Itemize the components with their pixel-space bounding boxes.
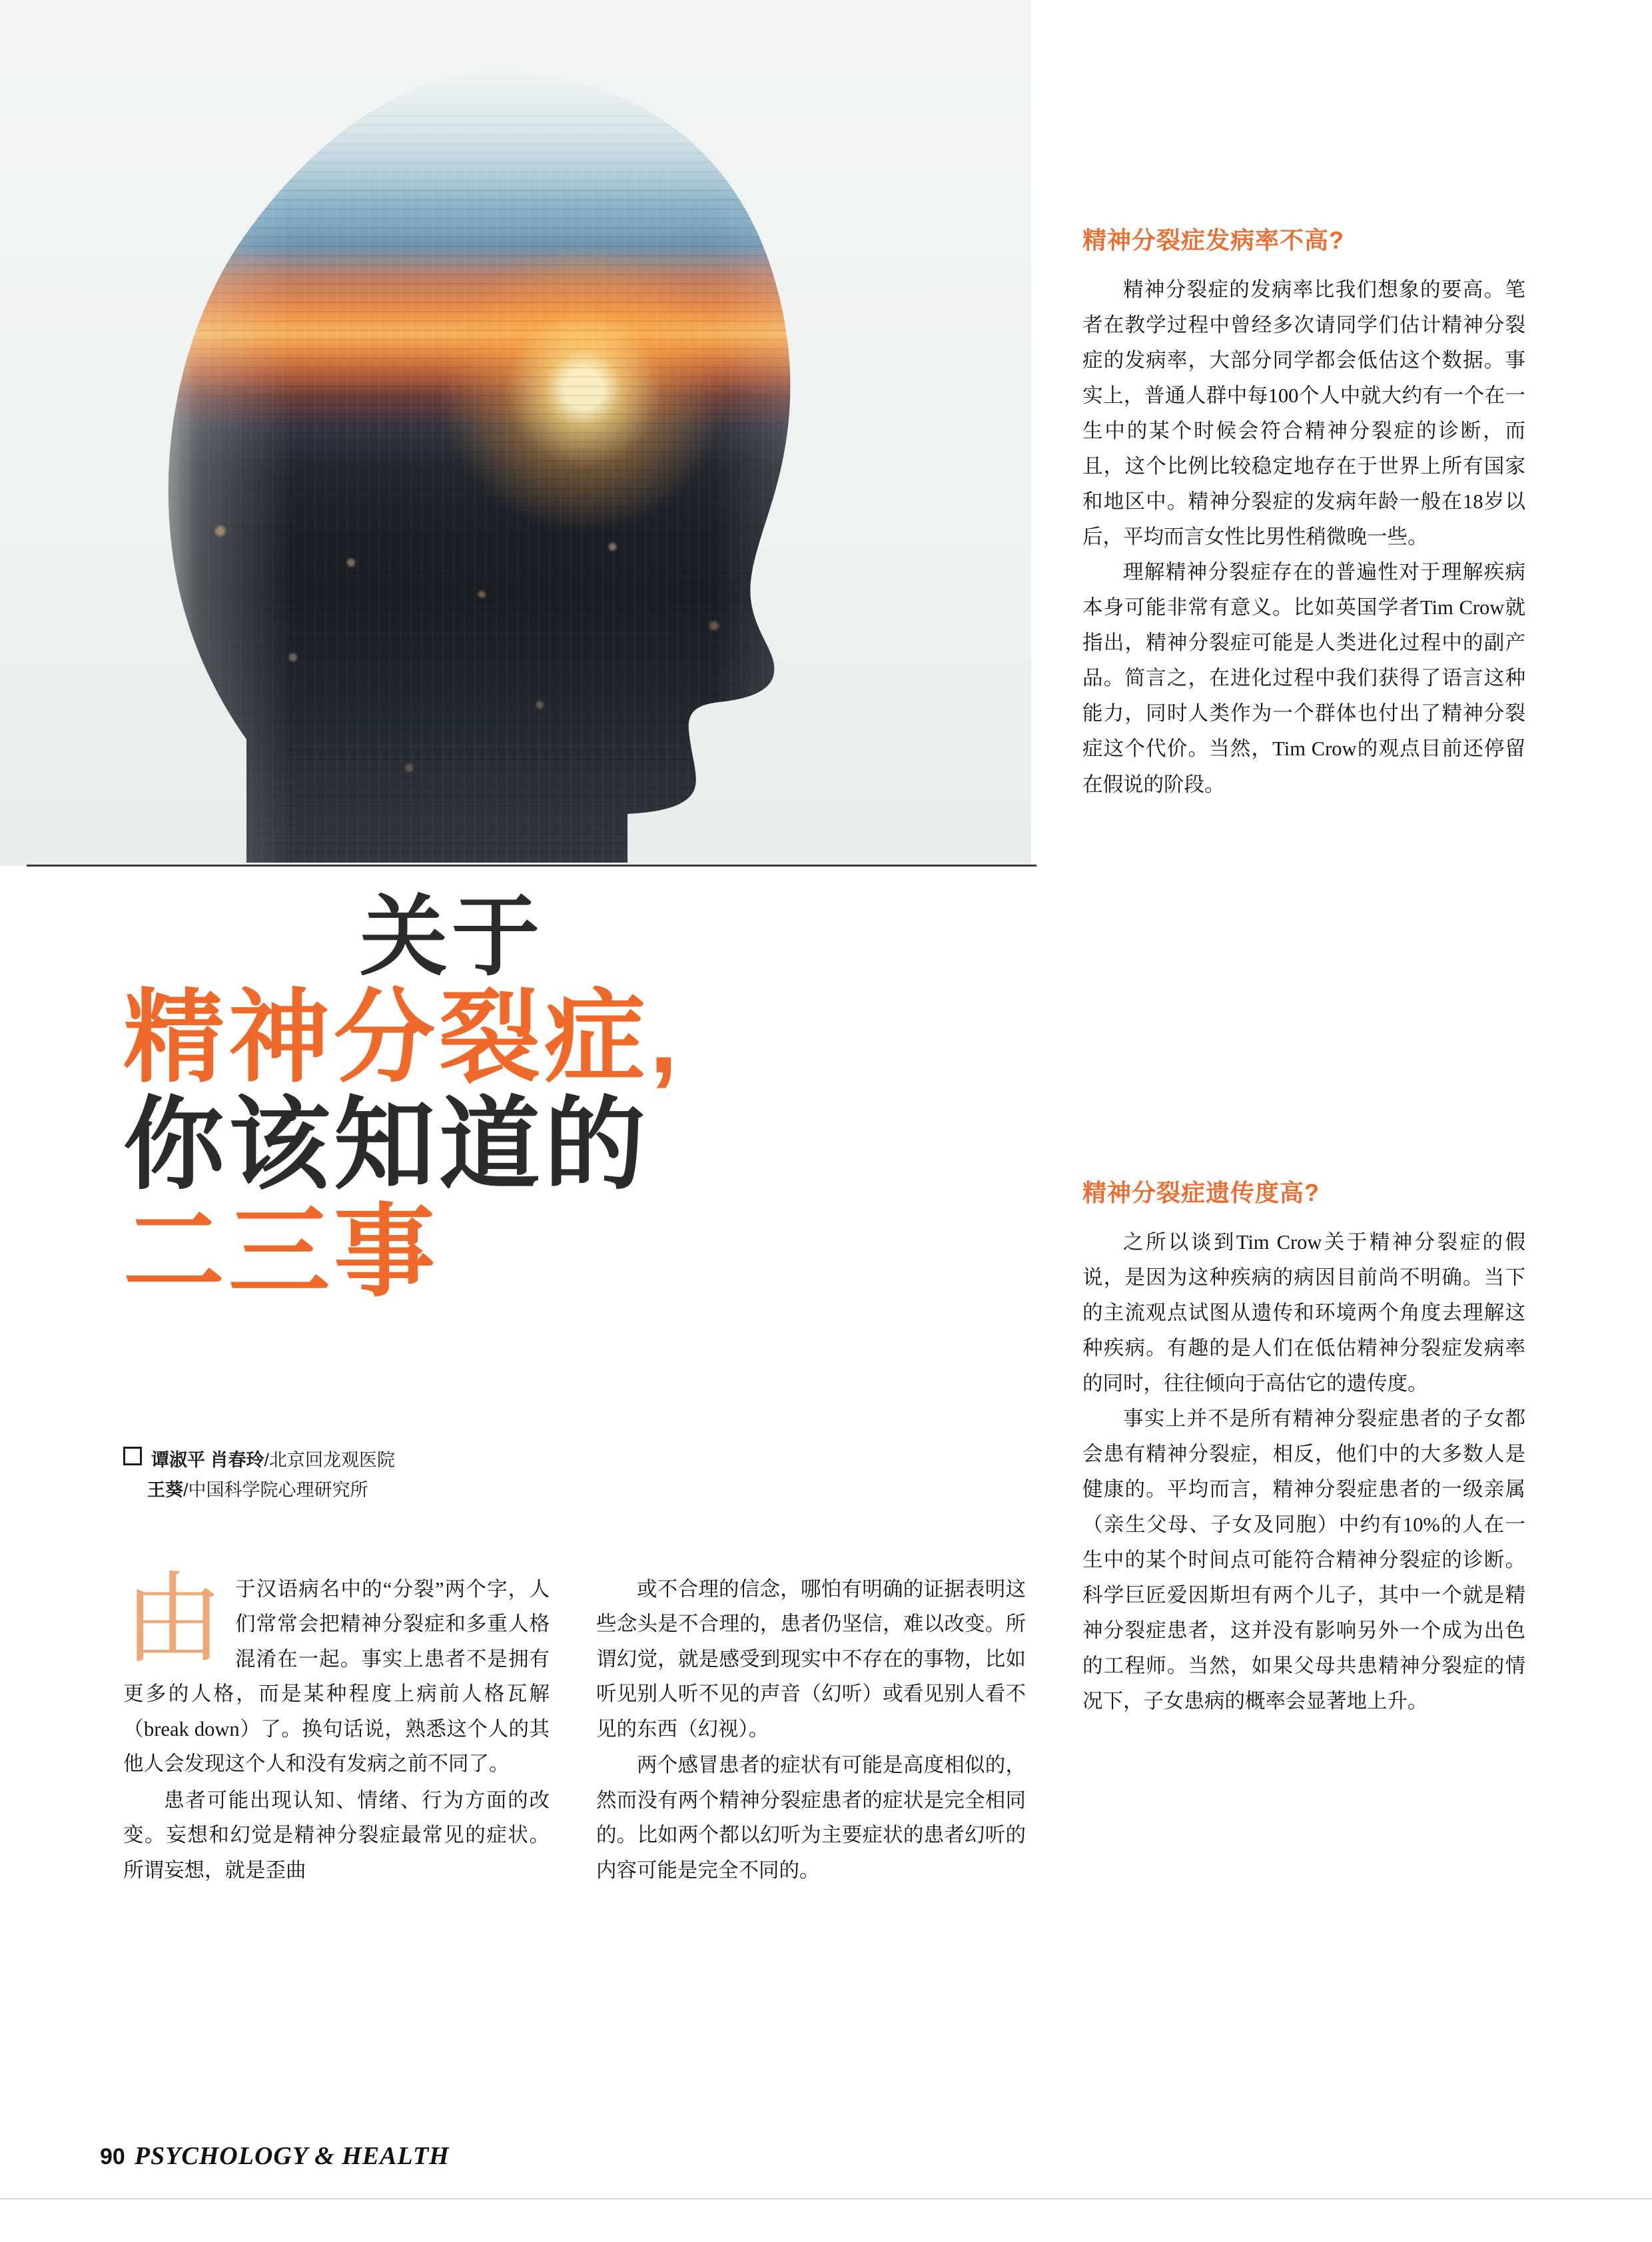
title-line-4: 二三事 [123, 1195, 439, 1309]
title-line-3: 你该知道的 [123, 1088, 649, 1202]
paragraph-text: 事实上并不是所有精神分裂症患者的子女都会患有精神分裂症，相反，他们中的大多数人是健康的。平均而言，精神分裂症患者的一级亲属（亲生父母、子女及同胞）中约有10%的人在一生中的某个时间点可能符合精神分裂症的诊断。科学巨匠爱因斯坦有两个儿子，其中一个就是精神分裂症患者，这并没有影响另外一个成为出色的工程师。当然，如果父母共患精神分裂症的情况下，子女患病的概率会显著地上升。 [1082, 1407, 1525, 1713]
drop-cap: 由 [123, 1563, 224, 1675]
paragraph-text: 理解精神分裂症存在的普遍性对于理解疾病本身可能非常有意义。比如英国学者Tim Crow就指出，精神分裂症可能是人类进化过程中的副产品。简言之，在进化过程中我们获得了语言这种能力，同时人类作为一个群体也付出了精神分裂症这个代价。当然，Tim Crow的观点目前还停留在假说的阶段。 [1082, 561, 1525, 796]
paragraph-text: 两个感冒患者的症状有可能是高度相似的，然而没有两个精神分裂症患者的症状是完全相同的。比如两个都以幻听为主要症状的患者幻听的内容可能是完全不同的。 [596, 1754, 1026, 1882]
paragraph-text: 于汉语病名中的“分裂”两个字，人们常常会把精神分裂症和多重人格混淆在一起。事实上患者不是拥有更多的人格，而是某种程度上病前人格瓦解（break down）了。换句话说，熟悉这个人的其他人会发现这个人和没有发病之前不同了。 [123, 1578, 550, 1776]
title-line-2: 精神分裂症, [123, 980, 682, 1094]
page-footer [100, 2141, 766, 2171]
author-names-1: 谭淑平 肖春玲 [151, 1450, 264, 1470]
paragraph-text: 精神分裂症的发病率比我们想象的要高。笔者在教学过程中曾经多次请同学们估计精神分裂症的发病率，大部分同学都会低估这个数据。事实上，普通人群中每100个人中就大约有一个在一生中的某个时候会符合精神分裂症的诊断，而且，这个比例比较稳定地存在于世界上所有国家和地区中。精神分裂症的发病年龄一般在18岁以后，平均而言女性比男性稍微晚一些。 [1082, 278, 1525, 549]
paragraph [123, 1783, 550, 1888]
paragraph-text: 之所以谈到Tim Crow关于精神分裂症的假说，是因为这种疾病的病因目前尚不明确。当下的主流观点试图从遗传和环境两个角度去理解这种疾病。有趣的是人们在低估精神分裂症发病率的同时，往往倾向于高估它的遗传度。 [1082, 1230, 1525, 1395]
page-title [123, 888, 909, 1309]
bullet-square-icon [123, 1447, 142, 1465]
paragraph [1082, 555, 1525, 802]
title-line-1: 关于 [360, 888, 544, 986]
paragraph-text: 或不合理的信念，哪怕有明确的证据表明这些念头是不合理的，患者仍坚信，难以改变。所谓幻觉，就是感受到现实中不存在的事物，比如听见别人听不见的声音（幻听）或看见别人看不见的东西（幻视）。 [596, 1578, 1026, 1740]
sidebar-section-1 [1082, 220, 1525, 803]
affiliation-2: /中国科学院心理研究所 [183, 1479, 368, 1500]
paragraph [596, 1748, 1026, 1888]
section-heading-2: 精神分裂症遗传度高? [1082, 1179, 1320, 1206]
byline [123, 1445, 723, 1505]
hero-image [0, 0, 1031, 866]
paragraph [1082, 272, 1525, 556]
paragraph [1082, 1225, 1525, 1401]
body-column-1 [123, 1563, 550, 1889]
magazine-name: PSYCHOLOGY & HEALTH [134, 2142, 450, 2170]
section-heading-1: 精神分裂症发病率不高? [1082, 226, 1344, 254]
sidebar-section-2 [1082, 1172, 1525, 1720]
footer-divider [0, 2198, 1652, 2199]
author-names-2: 王葵 [147, 1479, 183, 1500]
page-number: 90 [100, 2144, 125, 2169]
paragraph [596, 1572, 1026, 1746]
paragraph-text: 患者可能出现认知、情绪、行为方面的改变。妄想和幻觉是精神分裂症最常见的症状。所谓妄想，就是歪曲 [123, 1788, 550, 1882]
header-divider [27, 865, 1036, 867]
photo-fade-overlay [133, 73, 859, 863]
body-column-2 [596, 1572, 1026, 1889]
paragraph [1082, 1401, 1525, 1720]
head-silhouette-icon [133, 73, 859, 863]
affiliation-1: /北京回龙观医院 [264, 1450, 396, 1470]
paragraph [123, 1563, 550, 1782]
